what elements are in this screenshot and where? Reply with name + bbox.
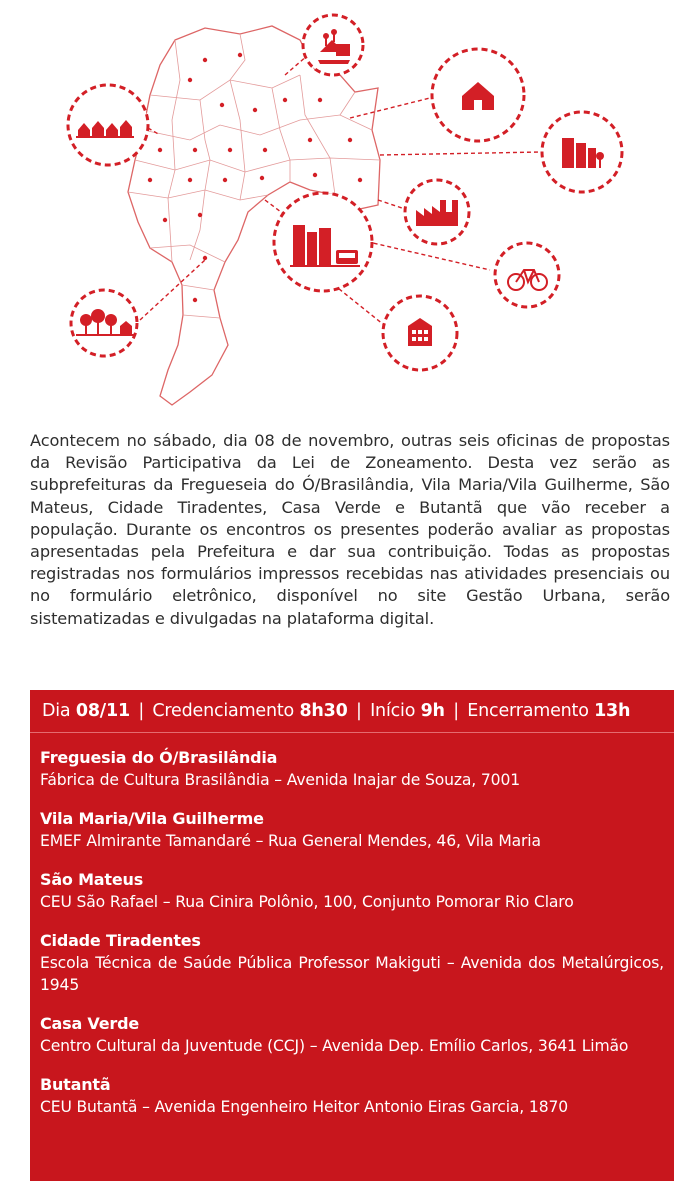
separator: |: [453, 701, 459, 721]
location-item: [40, 930, 664, 996]
location-address: CEU São Rafael – Rua Cinira Polônio, 100, Conjunto Pomorar Rio Claro: [40, 893, 574, 911]
end-value: 13h: [594, 701, 631, 721]
intro-paragraph: Acontecem no sábado, dia 08 de novembro, outras seis oficinas de propostas da Revisão Participativa da Lei de Zoneamento. Desta vez serão as subprefeituras da Fregueseia do Ó/Brasilândia, Vila Maria/Vila Guilherme, São Mateus, Cidade Tiradentes, Casa Verde e Butantã que vão receber a população. Durante os encontros os presentes poderão avaliar as propostas apresentadas pela Prefeitura e dar sua contribuição. Todas as propostas registradas nos formulários impressos recebidas nas atividades presenciais ou no formulário eletrônico, disponível no site Gestão Urbana, serão sistematizadas e divulgadas na plataforma digital.: [30, 431, 670, 628]
location-address: Fábrica de Cultura Brasilândia – Avenida Inajar de Souza, 7001: [40, 771, 520, 789]
location-address: Centro Cultural da Juventude (CCJ) – Avenida Dep. Emílio Carlos, 3641 Limão: [40, 1037, 629, 1055]
location-name: Vila Maria/Vila Guilherme: [40, 809, 264, 828]
separator: |: [138, 701, 145, 721]
location-name: Freguesia do Ó/Brasilândia: [40, 748, 278, 767]
day-label: Dia: [42, 701, 71, 721]
location-address: CEU Butantã – Avenida Engenheiro Heitor Antonio Eiras Garcia, 1870: [40, 1098, 569, 1116]
schedule-box: [30, 690, 674, 1181]
location-item: [40, 1013, 664, 1057]
schedule-header: [30, 690, 674, 733]
location-list: [30, 733, 674, 1118]
location-item: [40, 747, 664, 791]
location-item: [40, 869, 664, 913]
end-label: Encerramento: [467, 701, 589, 721]
checkin-value: 8h30: [299, 701, 348, 721]
location-item: [40, 1074, 664, 1118]
location-name: São Mateus: [40, 870, 144, 889]
location-name: Butantã: [40, 1075, 111, 1094]
location-item: [40, 808, 664, 852]
location-address: Escola Técnica de Saúde Pública Professor Makiguti – Avenida dos Metalúrgicos, 1945: [40, 954, 664, 994]
location-name: Cidade Tiradentes: [40, 931, 201, 950]
location-name: Casa Verde: [40, 1014, 139, 1033]
checkin-label: Credenciamento: [152, 701, 295, 721]
day-value: 08/11: [75, 701, 130, 721]
sao-paulo-map-illustration: [0, 0, 700, 420]
location-address: EMEF Almirante Tamandaré – Rua General Mendes, 46, Vila Maria: [40, 832, 541, 850]
separator: |: [356, 701, 362, 721]
start-value: 9h: [420, 701, 445, 721]
start-label: Início: [370, 701, 416, 721]
